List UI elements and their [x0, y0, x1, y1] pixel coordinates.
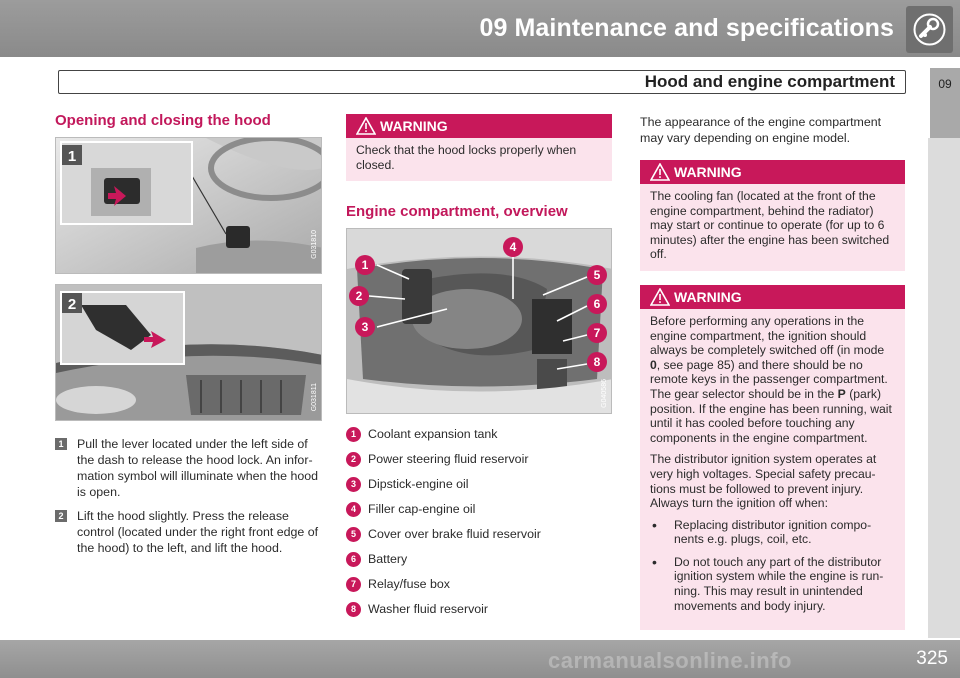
legend-item: [346, 476, 612, 501]
callout-5: 5: [593, 268, 601, 283]
warning-header: [346, 114, 612, 138]
hood-release-control-photo: [55, 284, 322, 421]
step-1: [55, 436, 322, 500]
warning-paragraph: The distributor ignition system operates at very high voltages. Special safety precau-tions must be followed to prevent injury. Always turn the ignition off when:: [650, 452, 877, 511]
warning-text: The cooling fan (located at the front of the engine compartment, behind the radiator) may start or continue to operate (for up to 6 minutes) after the engine has been switched off.: [650, 189, 890, 262]
legend-number-badge: 4: [346, 502, 361, 517]
side-tab-label: 09: [938, 77, 952, 91]
legend-item: [346, 601, 612, 626]
step-number-badge: 1: [55, 438, 67, 450]
warning-header: [640, 285, 905, 309]
photo-badge-1: 1: [67, 148, 77, 165]
engine-compartment-photo: [346, 228, 612, 414]
warning-box: [640, 160, 905, 271]
photo-badge-2: 2: [67, 296, 77, 313]
step-number-badge: 2: [55, 510, 67, 522]
warning-box: [640, 285, 905, 630]
legend-item: [346, 501, 612, 526]
legend-text: Relay/fuse box: [368, 577, 450, 592]
warning-box: [346, 114, 612, 181]
legend-text: Cover over brake fluid reservoir: [368, 527, 541, 542]
warning-triangle-icon: [356, 117, 376, 135]
legend-item: [346, 526, 612, 551]
hood-column: [55, 112, 322, 564]
legend-number-badge: 8: [346, 602, 361, 617]
legend-text: Power steering fluid reservoir: [368, 452, 529, 467]
watermark: carmanualsonline.info: [548, 648, 792, 673]
engine-overview-heading: Engine compartment, overview: [346, 203, 568, 221]
warning-header: [640, 160, 905, 184]
mode-zero: 0: [650, 357, 657, 372]
legend-number-badge: 1: [346, 427, 361, 442]
hood-release-lever-photo: [55, 137, 322, 274]
legend-text: Filler cap-engine oil: [368, 502, 476, 517]
engine-legend: [346, 426, 612, 626]
warning-label: WARNING: [674, 288, 742, 305]
section-title: Hood and engine compartment: [644, 72, 895, 91]
legend-item: [346, 576, 612, 601]
step-2: [55, 508, 322, 556]
warning-label: WARNING: [674, 164, 742, 180]
warning-triangle-icon: [650, 163, 670, 181]
legend-item: [346, 451, 612, 476]
wrench-icon: [906, 6, 953, 53]
chapter-side-tab: [930, 68, 960, 138]
figure-code: G031810: [311, 230, 318, 259]
warning-triangle-icon: [650, 288, 670, 306]
legend-number-badge: 2: [346, 452, 361, 467]
engine-column: [346, 114, 612, 626]
callout-3: 3: [361, 320, 369, 335]
callout-7: 7: [593, 326, 601, 341]
warning-bullet-list: [650, 518, 895, 614]
section-title-bar: [58, 70, 906, 94]
footer-bar: [0, 640, 960, 678]
figure-code: G031811: [311, 383, 318, 412]
engine-appearance-note: The appearance of the engine compartment may vary depending on engine model.: [640, 115, 882, 145]
legend-text: Dipstick-engine oil: [368, 477, 469, 492]
chapter-header-bar: [0, 0, 960, 57]
step-text: Pull the lever located under the left side of the dash to release the hood lock. An infor-mation symbol will illuminate when the hood is open.: [77, 437, 319, 499]
chapter-title: 09 Maintenance and specifications: [479, 14, 894, 42]
list-item: • Do not touch any part of the distributor ignition system while the engine is run-ning. This may result in unintended movements and body injury.: [650, 555, 895, 613]
legend-number-badge: 6: [346, 552, 361, 567]
legend-item: [346, 426, 612, 451]
callout-4: 4: [509, 240, 517, 255]
figure-code: G040586: [601, 379, 608, 408]
page-number: 325: [916, 648, 948, 669]
legend-number-badge: 5: [346, 527, 361, 542]
callout-6: 6: [593, 297, 601, 312]
legend-item: [346, 551, 612, 576]
step-text: Lift the hood slightly. Press the release control (located under the right front edge of the hood) to the left, and lift the hood.: [77, 509, 319, 555]
list-item: • Replacing distributor ignition compo-nents e.g. plugs, coil, etc.: [650, 518, 895, 547]
callout-2: 2: [355, 289, 363, 304]
legend-number-badge: 3: [346, 477, 361, 492]
legend-text: Battery: [368, 552, 408, 567]
callout-1: 1: [361, 258, 369, 273]
legend-text: Washer fluid reservoir: [368, 602, 489, 617]
legend-text: Coolant expansion tank: [368, 427, 498, 442]
side-strip: [928, 138, 960, 638]
warning-paragraph: Before performing any operations in the engine compartment, the ignition should always be completely switched off (in mode 0, see page 85) and there should be no remote keys in the passenger compartment. The gear selector should be in the P (park) position. If the engine has been running, wait until it has cooled before touching any components in the engine compartment.: [650, 313, 892, 445]
gear-p: P: [837, 386, 846, 401]
legend-number-badge: 7: [346, 577, 361, 592]
warnings-column: [640, 114, 905, 638]
warning-body: [640, 309, 905, 630]
warning-text: Check that the hood locks properly when closed.: [356, 143, 577, 172]
hood-heading: Opening and closing the hood: [55, 112, 271, 129]
warning-label: WARNING: [380, 118, 448, 134]
callout-8: 8: [593, 355, 601, 370]
